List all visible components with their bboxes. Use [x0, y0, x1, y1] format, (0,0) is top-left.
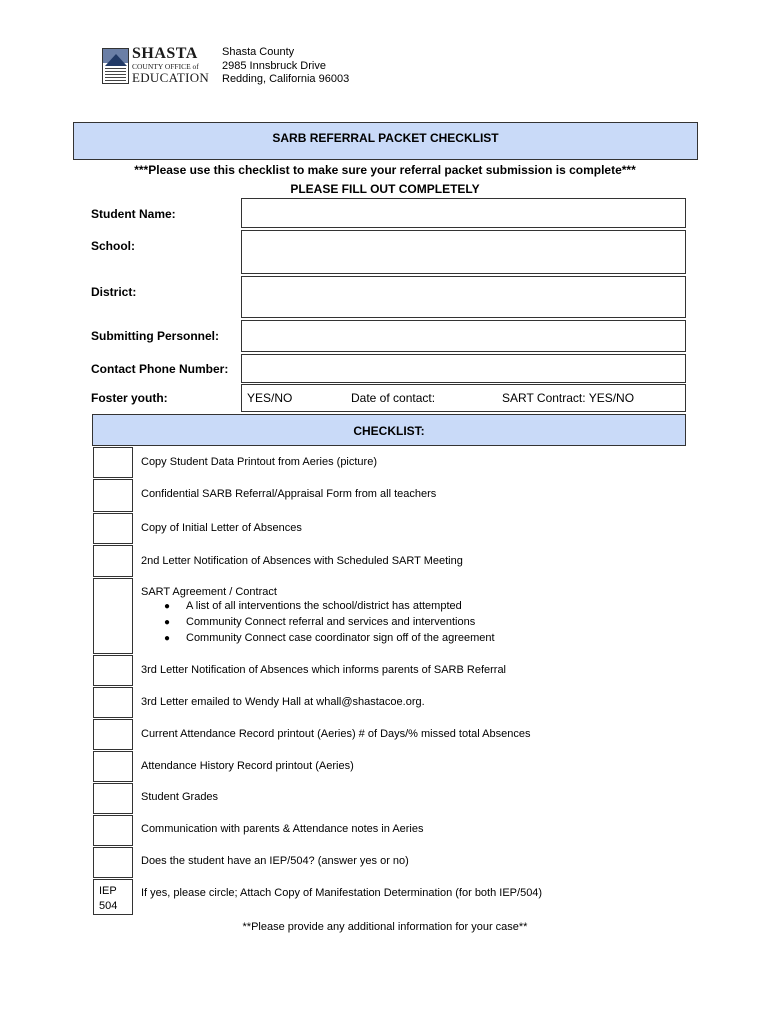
student-name-field[interactable]: [241, 198, 686, 228]
checklist-header: CHECKLIST:: [92, 414, 686, 446]
checkbox-attendance-history[interactable]: [93, 751, 133, 782]
checkbox-iep-question[interactable]: [93, 847, 133, 878]
logo-text-education: EDUCATION: [132, 70, 210, 85]
submitting-personnel-field[interactable]: [241, 320, 686, 352]
sart-bullet-item: Community Connect case coordinator sign off of the agreement: [186, 632, 495, 644]
sart-bullet-item: A list of all interventions the school/district has attempted: [186, 600, 462, 612]
checkbox-sart-agreement[interactable]: [93, 578, 133, 654]
checkbox-initial-letter[interactable]: [93, 513, 133, 544]
list-item: 2nd Letter Notification of Absences with Scheduled SART Meeting: [141, 555, 463, 567]
address-line-3: Redding, California 96003: [222, 73, 350, 85]
logo-text-county: COUNTY OFFICE of: [132, 62, 199, 71]
foster-yes-no: YES/NO: [247, 391, 293, 405]
date-of-contact-label: Date of contact:: [351, 391, 436, 405]
bullet-icon: ●: [164, 633, 171, 644]
student-name-label: Student Name:: [91, 207, 176, 221]
iep-label: IEP: [99, 885, 117, 897]
foster-youth-label: Foster youth:: [91, 391, 168, 405]
school-label: School:: [91, 239, 135, 253]
504-label: 504: [99, 900, 118, 912]
district-label: District:: [91, 285, 137, 299]
checkbox-3rd-letter[interactable]: [93, 655, 133, 686]
instruction-text: ***Please use this checklist to make sure your referral packet submission is complete***: [134, 163, 636, 177]
checkbox-attendance-record[interactable]: [93, 719, 133, 750]
school-field[interactable]: [241, 230, 686, 274]
address-line-1: Shasta County: [222, 46, 295, 58]
address-line-2: 2985 Innsbruck Drive: [222, 59, 326, 72]
contact-phone-field[interactable]: [241, 354, 686, 383]
footer-note: **Please provide any additional information for your case**: [242, 921, 528, 933]
mountain-logo-icon: [102, 48, 129, 84]
sart-bullet-item: Community Connect referral and services and interventions: [186, 616, 476, 628]
sart-contract-label: SART Contract: YES/NO: [502, 391, 635, 405]
district-field[interactable]: [241, 276, 686, 318]
list-item: Does the student have an IEP/504? (answer yes or no): [141, 855, 409, 867]
list-item: SART Agreement / Contract: [141, 586, 277, 598]
shasta-logo: [102, 45, 210, 88]
logo-text-shasta: SHASTA: [132, 45, 198, 62]
checkbox-sarb-form[interactable]: [93, 479, 133, 512]
checkbox-student-grades[interactable]: [93, 783, 133, 814]
list-item: Copy of Initial Letter of Absences: [141, 522, 302, 534]
fill-out-text: PLEASE FILL OUT COMPLETELY: [290, 182, 480, 196]
submitting-personnel-label: Submitting Personnel:: [91, 329, 220, 343]
checkbox-student-data[interactable]: [93, 447, 133, 478]
address-block: [222, 46, 349, 87]
page-title: SARB REFERRAL PACKET CHECKLIST: [73, 122, 698, 160]
contact-phone-label: Contact Phone Number:: [91, 362, 229, 376]
list-item: Student Grades: [141, 791, 219, 803]
list-item: Attendance History Record printout (Aeries): [141, 760, 354, 772]
list-item: If yes, please circle; Attach Copy of Manifestation Determination (for both IEP/504): [141, 887, 543, 899]
list-item: 3rd Letter Notification of Absences which informs parents of SARB Referral: [141, 664, 507, 676]
checkbox-communication[interactable]: [93, 815, 133, 846]
checkbox-3rd-letter-emailed[interactable]: [93, 687, 133, 718]
list-item: Copy Student Data Printout from Aeries (picture): [141, 456, 377, 468]
checkbox-2nd-letter[interactable]: [93, 545, 133, 577]
bullet-icon: ●: [164, 601, 171, 612]
list-item: Confidential SARB Referral/Appraisal Form from all teachers: [141, 488, 437, 500]
list-item: Current Attendance Record printout (Aeries) # of Days/% missed total Absences: [141, 728, 531, 740]
bullet-icon: ●: [164, 617, 171, 628]
list-item: Communication with parents & Attendance notes in Aeries: [141, 823, 424, 835]
list-item: 3rd Letter emailed to Wendy Hall at whall@shastacoe.org.: [141, 696, 425, 708]
